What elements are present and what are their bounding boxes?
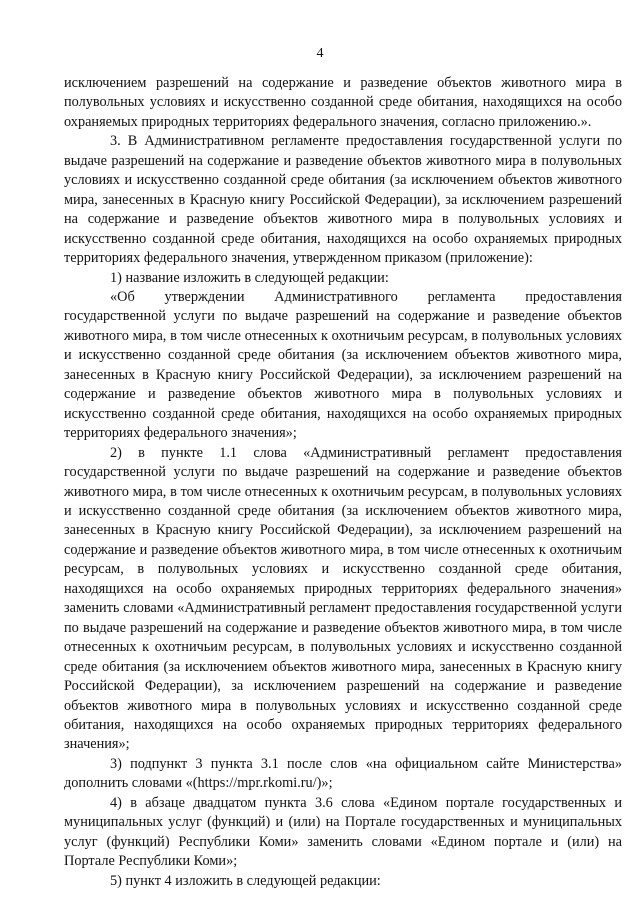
paragraph-subitem-4: 4) в абзаце двадцатом пункта 3.6 слова «Едином портале государственных и муниципальных услуг (функций) и (или) на Портале государственных и муниципальных услуг (функций) Республики Коми» заменить словами «Едином портале и (или) на Портале Республики Коми»; [64, 794, 622, 870]
page-number: 4 [316, 46, 324, 61]
paragraph-title-quote: «Об утверждении Административного регламента предоставления государственной услуги по выдаче разрешений на содержание и разведение объектов животного мира, в том числе отнесенных к охотничьим ресурсам, в полувольных условиях и искусственно созданной среде обитания (за исключением объектов животного мира, занесенных в Красную книгу Российской Федерации), за исключением разрешений на содержание и разведение объектов животного мира в полувольных условиях и искусственно созданной среде обитания, находящихся на особо охраняемых природных территориях федерального значения»; [64, 288, 622, 442]
paragraph-item-3: 3. В Административном регламенте предоставления государственной услуги по выдаче разрешений на содержание и разведение объектов животного мира в полувольных условиях и искусственно созданной среде обитания (за исключением объектов животного мира, занесенных в Красную книгу Российской Федерации), за исключением разрешений на содержание и разведение объектов животного мира в полувольных условиях и искусственно созданной среде обитания, находящихся на особо охраняемых природных территориях федерального значения, утвержденном приказом (приложение): [64, 133, 622, 267]
document-body [64, 74, 622, 891]
paragraph-subitem-3: 3) подпункт 3 пункта 3.1 после слов «на официальном сайте Министерства» дополнить словами «(https://mpr.rkomi.ru/)»; [64, 755, 622, 792]
paragraph-subitem-2: 2) в пункте 1.1 слова «Административный регламент предоставления государственной услуги по выдаче разрешений на содержание и разведение объектов животного мира, в том числе отнесенных к охотничьим ресурсам, в полувольных условиях и искусственно созданной среде обитания (за исключением объектов животного мира, занесенных в Красную книгу Российской Федерации), за исключением разрешений на содержание и разведение объектов животного мира, в том числе отнесенных к охотничьим ресурсам, в полувольных условиях и искусственно созданной среде обитания, находящихся на особо охраняемых природных территориях федерального значения» заменить словами «Административный регламент предоставления государственной услуги по выдаче разрешений на содержание и разведение объектов животного мира, в том числе отнесенных к охотничьим ресурсам, в полувольных условиях и искусственно созданной среде обитания (за исключением объектов животного мира, занесенных в Красную книгу Российской Федерации), за исключением разрешений на содержание и разведение объектов животного мира в полувольных условиях и искусственно созданной среде обитания, находящихся на особо охраняемых природных территориях федерального значения»; [64, 444, 622, 753]
paragraph-continuation: исключением разрешений на содержание и разведение объектов животного мира в полувольных условиях и искусственно созданной среде обитания, находящихся на особо охраняемых природных территориях федерального значения, согласно приложению.». [64, 75, 622, 130]
paragraph-subitem-5: 5) пункт 4 изложить в следующей редакции: [110, 872, 381, 889]
paragraph-subitem-1: 1) название изложить в следующей редакции: [110, 269, 389, 286]
